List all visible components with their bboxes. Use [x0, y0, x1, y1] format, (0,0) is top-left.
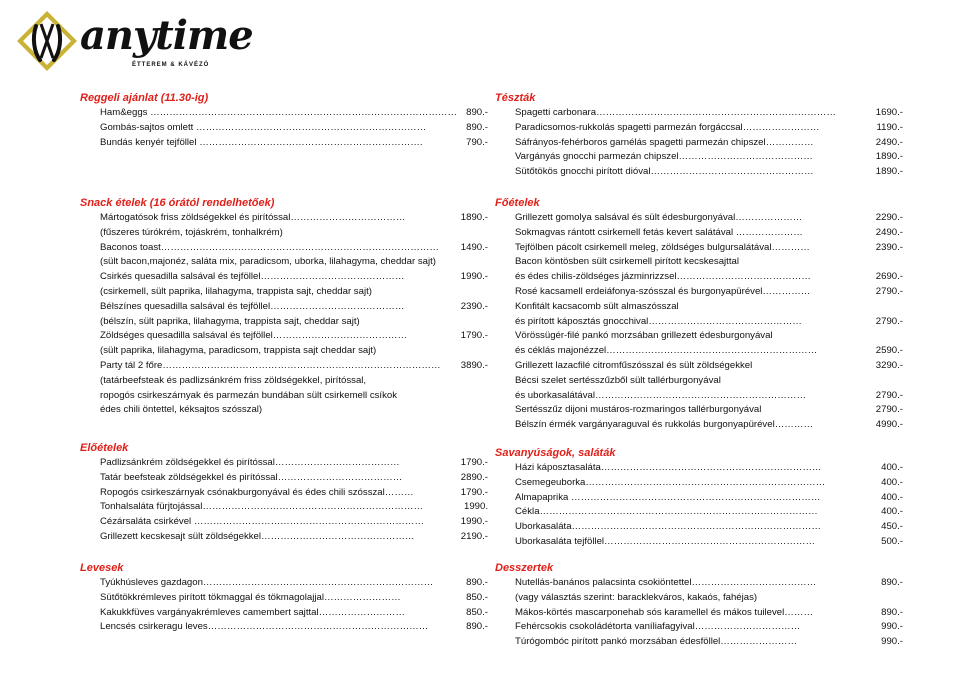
menu-item	[515, 226, 903, 241]
menu-item-price: 1790.-	[460, 486, 488, 498]
menu-item-price: 1690.-	[875, 107, 903, 118]
menu-item	[100, 389, 488, 404]
menu-item-price: 2790.-	[875, 404, 903, 416]
menu-item-name: Ropogós csirkeszárnyak csónakburgonyával és édes chili szósszal………	[100, 486, 414, 498]
menu-section	[495, 91, 905, 180]
menu-item-name: Paradicsomos-rukkolás spagetti parmezán forgáccsal……………………	[515, 121, 820, 133]
menu-item	[100, 300, 488, 315]
menu-item-price: 1990.-	[460, 516, 488, 528]
logo-emblem-icon	[14, 8, 80, 74]
menu-item-name: Házi káposztasaláta……………………………………………………………	[515, 462, 822, 473]
menu-section	[80, 91, 490, 150]
section-title: Előételek	[80, 442, 129, 454]
menu-item-name: Ham&eggs ……………………………………………………………………………………	[100, 107, 458, 118]
menu-item	[515, 576, 903, 591]
menu-item-price: 1990.-	[460, 271, 488, 283]
menu-item-name: Bélszínes quesadilla salsával és tejföllel……………………………………	[100, 300, 405, 312]
menu-item	[515, 150, 903, 165]
menu-item	[100, 500, 488, 515]
menu-item-name: Sokmagvas rántott csirkemell fetás kevert salátával …………………	[515, 226, 803, 238]
menu-item-name: Grillezett kecskesajt sült zöldségekkel…………………………………………	[100, 530, 415, 542]
menu-item-name: Tatár beefsteak zöldségekkel és pirítóssal…………………………………	[100, 471, 403, 483]
menu-item-name: Vörössügér-filé pankó morzsában grillezett édesburgonyával	[515, 330, 773, 342]
menu-item-price: 850.-	[466, 591, 488, 603]
menu-item-price: 1490.-	[460, 241, 488, 253]
menu-item-name: Bélszín érmék vargányaraguval és rukkolás burgonyapürével…………	[515, 419, 814, 431]
menu-item-price: 2490.-	[875, 136, 903, 148]
menu-item-price: 2790.-	[875, 285, 903, 297]
menu-item-price: 2590.-	[875, 345, 903, 357]
menu-item	[100, 374, 488, 389]
menu-item-name: Zöldséges quesadilla salsával és tejföllel……………………………………	[100, 330, 408, 342]
section-title: Tészták	[495, 92, 536, 104]
menu-item	[515, 211, 903, 226]
menu-item	[515, 315, 903, 330]
menu-item	[515, 620, 903, 635]
menu-item-price: 2290.-	[875, 212, 903, 223]
menu-item-name: Tyúkhúsleves gazdagon………………………………………………………………	[100, 577, 434, 588]
menu-section	[495, 196, 905, 433]
menu-item	[515, 270, 903, 285]
menu-item	[100, 315, 488, 330]
menu-item	[515, 106, 903, 121]
menu-item	[515, 389, 903, 404]
menu-item-price: 400.-	[881, 491, 903, 503]
menu-item-price: 2390.-	[875, 241, 903, 253]
menu-item	[515, 329, 903, 344]
menu-item-price: 400.-	[881, 476, 903, 488]
menu-item	[515, 535, 903, 550]
menu-item	[515, 136, 903, 151]
menu-item-price: 1790.-	[460, 330, 488, 342]
menu-item	[100, 606, 488, 621]
menu-item-name: és édes chilis-zöldséges jázminrizzsel……………………………………	[515, 271, 811, 283]
menu-item	[100, 226, 488, 241]
menu-item-name: Tonhalsaláta fürjtojással……………………………………………………………	[100, 501, 424, 513]
menu-item-name: Konfitált kacsacomb sült almaszósszal	[515, 300, 679, 312]
menu-item	[100, 344, 488, 359]
menu-item	[515, 359, 903, 374]
logo	[14, 8, 253, 80]
menu-item	[515, 300, 903, 315]
menu-item	[515, 285, 903, 300]
menu-item-name: Sertésszűz dijoni mustáros-rozmaringos tallérburgonyával	[515, 404, 762, 416]
menu-item-name: Sütőtökös gnocchi pirított dióval……………………………………………	[515, 166, 814, 178]
menu-item-name: Kakukkfüves vargányakrémleves camembert sajttal………………………	[100, 606, 405, 618]
menu-item	[515, 635, 903, 650]
menu-item-name: Uborkasaláta tejföllel…………………………………………………………	[515, 535, 816, 547]
menu-item-price: 2190.-	[460, 530, 488, 542]
menu-item-price: 500.-	[881, 535, 903, 547]
menu-item-name: Nutellás-banános palacsinta csokiöntettel…………………………………	[515, 577, 817, 588]
menu-item	[100, 515, 488, 530]
menu-item-price: 890.-	[466, 107, 488, 118]
menu-item-name: Mákos-körtés mascarponehab sós karamellel és mákos tuilevel………	[515, 606, 814, 618]
menu-item-price: 400.-	[881, 506, 903, 518]
brand-name: anytime	[80, 12, 253, 59]
menu-item-price: 2690.-	[875, 271, 903, 283]
menu-item-price: 990.-	[881, 621, 903, 633]
menu-item-name: (sült bacon,majonéz, saláta mix, paradicsom, uborka, lilahagyma, cheddar sajt)	[100, 256, 436, 268]
menu-item	[515, 255, 903, 270]
menu-item-name: Grillezett gomolya salsával és sült édesburgonyával…………………	[515, 212, 803, 223]
menu-item-price: 2390.-	[460, 300, 488, 312]
menu-item	[515, 241, 903, 256]
menu-item-price: 1890.-	[875, 166, 903, 178]
menu-item-name: (fűszeres túrókrém, tojáskrém, tonhalkrém)	[100, 226, 283, 238]
menu-item-price: 850.-	[466, 606, 488, 618]
menu-item-name: Almapaprika ……………………………………………………………………	[515, 491, 821, 503]
menu-item-price: 990.-	[881, 636, 903, 648]
menu-item	[100, 620, 488, 635]
menu-item-name: Túrógombóc pirított pankó morzsában édesföllel……………………	[515, 636, 798, 648]
menu-item	[100, 211, 488, 226]
menu-item	[515, 461, 903, 476]
menu-item-price: 890.-	[881, 606, 903, 618]
menu-item-name: Csemegeuborka…………………………………………………………………	[515, 476, 826, 488]
menu-item-name: Party tál 2 főre……………………………………………………………………………	[100, 359, 441, 371]
menu-item	[515, 344, 903, 359]
menu-item	[100, 106, 488, 121]
menu-item-name: (sült paprika, lilahagyma, paradicsom, trappista sajt cheddar sajt)	[100, 345, 377, 357]
menu-item-name: Gombás-sajtos omlett ………………………………………………………………	[100, 121, 427, 133]
menu-item-price: 2790.-	[875, 315, 903, 327]
menu-item	[515, 374, 903, 389]
menu-item-price: 1190.-	[876, 121, 903, 133]
menu-section	[80, 196, 490, 418]
menu-item	[515, 591, 903, 606]
menu-item	[100, 471, 488, 486]
menu-item-name: Rosé kacsamell erdeiáfonya-szósszal és burgonyapürével……………	[515, 285, 811, 297]
menu-item-price: 890.-	[466, 121, 488, 133]
menu-item-price: 450.-	[881, 521, 903, 533]
menu-item-price: 1890.-	[460, 212, 488, 223]
menu-item-price: 890.-	[881, 577, 903, 588]
menu-item-name: Baconos toast……………………………………………………………………………	[100, 241, 440, 253]
menu-item-price: 890.-	[466, 621, 488, 633]
menu-item	[100, 530, 488, 545]
menu-item-name: és uborkasalátával…………………………………………………………	[515, 389, 807, 401]
menu-item-name: (vagy választás szerint: baracklekváros, kakaós, fahéjas)	[515, 591, 758, 603]
menu-item-name: (csirkemell, sült paprika, lilahagyma, trappista sajt, cheddar sajt)	[100, 285, 372, 297]
menu-item-price: 2790.-	[875, 389, 903, 401]
menu-item-name: Grillezett lazacfilé citromfűszósszal és sült zöldségekkel	[515, 359, 753, 371]
menu-item	[100, 329, 488, 344]
menu-item	[100, 486, 488, 501]
menu-item	[515, 418, 903, 433]
section-title: Levesek	[80, 562, 124, 574]
menu-item-name: ropogós csirkeszárnyak és parmezán bundában sült csirkemell csíkok	[100, 389, 398, 401]
menu-item-name: Tejfölben pácolt csirkemell meleg, zöldséges bulgursalátával…………	[515, 241, 810, 253]
menu-item	[100, 591, 488, 606]
menu-item-price: 3890.-	[460, 359, 488, 371]
menu-item	[100, 359, 488, 374]
menu-item	[100, 456, 488, 471]
menu-item-price: 2490.-	[875, 226, 903, 238]
section-title: Főételek	[495, 197, 540, 209]
menu-item-name: (bélszín, sült paprika, lilahagyma, trappista sajt, cheddar sajt)	[100, 315, 360, 327]
menu-item-price: 1990.	[463, 501, 488, 513]
brand-subtitle: ÉTTEREM & KÁVÉZÓ	[132, 62, 210, 68]
menu-item	[515, 403, 903, 418]
menu-item	[100, 403, 488, 418]
menu-item-name: Fehércsokis csokoládétorta vaníliafagyival……………………………	[515, 621, 801, 633]
menu-item	[515, 520, 903, 535]
menu-item-name: Sáfrányos-fehérboros garnélás spagetti parmezán chipszel……………	[515, 136, 814, 148]
menu-item-name: Vargányás gnocchi parmezán chipszel……………………………………	[515, 151, 813, 163]
menu-item	[515, 476, 903, 491]
menu-item-name: Bacon köntösben sült csirkemell pirított kecskesajttal	[515, 256, 739, 268]
menu-item	[100, 255, 488, 270]
menu-item-name: Sütőtökkrémleves pirított tökmaggal és tökmagolajjal……………………	[100, 591, 401, 603]
menu-item-price: 790.-	[466, 136, 488, 148]
menu-item	[515, 491, 903, 506]
menu-item-name: és céklás majonézzel…………………………………………………………	[515, 345, 818, 357]
menu-item	[100, 576, 488, 591]
menu-section	[80, 561, 490, 635]
menu-item-price: 4990.-	[875, 419, 903, 431]
menu-item-name: és pirított káposztás gnocchival…………………………………………	[515, 315, 802, 327]
menu-item-name: Uborkasaláta……………………………………………………………………	[515, 521, 821, 533]
menu-item-name: Csirkés quesadilla salsával és tejföllel………………………………………	[100, 271, 405, 283]
menu-item	[100, 270, 488, 285]
section-title: Savanyúságok, saláták	[495, 447, 616, 459]
menu-item-name: Bundás kenyér tejföllel …………………………………………………………….	[100, 136, 423, 148]
menu-item-name: Spagetti carbonara…………………………………………………………………	[515, 107, 836, 118]
menu-section	[495, 561, 905, 650]
menu-item	[100, 121, 488, 136]
menu-item-price: 1790.-	[460, 457, 488, 468]
section-title: Snack ételek (16 órától rendelhetőek)	[80, 197, 275, 209]
menu-item-price: 3290.-	[875, 359, 903, 371]
menu-item-name: Cékla……………………………………………………………………………	[515, 506, 818, 518]
menu-item	[100, 285, 488, 300]
menu-item	[100, 241, 488, 256]
menu-item-name: (tatárbeefsteak és padlizsánkrém friss zöldségekkel, pirítóssal,	[100, 374, 367, 386]
menu-item-price: 2890.-	[460, 471, 488, 483]
menu-section	[495, 446, 905, 550]
menu-item	[515, 165, 903, 180]
menu-item-name: Bécsi szelet sertésszűzből sült tallérburgonyával	[515, 374, 721, 386]
menu-item	[515, 505, 903, 520]
menu-item-price: 890.-	[466, 577, 488, 588]
menu-item-name: Padlizsánkrém zöldségekkel és pirítóssal…………………………………	[100, 457, 400, 468]
menu-item-price: 400.-	[881, 462, 903, 473]
menu-item	[515, 606, 903, 621]
menu-item-name: édes chili öntettel, kéksajtos szósszal)	[100, 404, 263, 416]
menu-section	[80, 441, 490, 545]
menu-item	[100, 136, 488, 151]
menu-item-price: 1890.-	[875, 151, 903, 163]
menu-item-name: Mártogatósok friss zöldségekkel és pirítóssal………………………………	[100, 212, 406, 223]
menu-item	[515, 121, 903, 136]
menu-item-name: Lencsés csirkeragu leves……………………………………………………………	[100, 621, 429, 633]
section-title: Desszertek	[495, 562, 554, 574]
menu-item-name: Cézársaláta csirkével ………………………………………………………………	[100, 516, 425, 528]
section-title: Reggeli ajánlat (11.30-ig)	[80, 92, 209, 104]
